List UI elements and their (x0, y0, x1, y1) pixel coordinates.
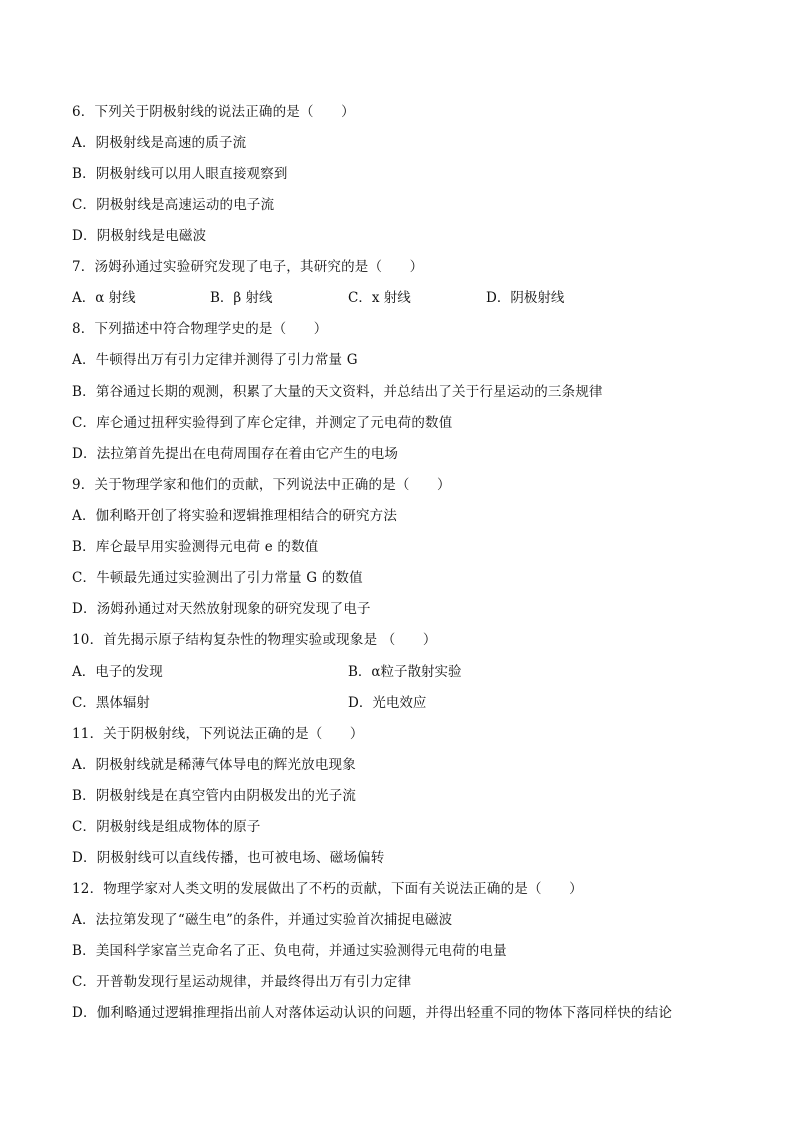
option-b: B．美国科学家富兰克命名了正、负电荷，并通过实验测得元电荷的电量 (72, 943, 507, 959)
question-stem: 9．关于物理学家和他们的贡献，下列说法中正确的是（ ） (72, 477, 451, 493)
question-stem: 7．汤姆孙通过实验研究发现了电子，其研究的是（ ） (72, 259, 424, 275)
question-stem: 12．物理学家对人类文明的发展做出了不朽的贡献，下面有关说法正确的是（ ） (72, 881, 583, 897)
option-b: B．阴极射线可以用人眼直接观察到 (72, 166, 288, 182)
options-row (72, 694, 632, 712)
option-c: C．阴极射线是组成物体的原子 (72, 819, 261, 835)
option-d: D．法拉第首先提出在电荷周围存在着由它产生的电场 (72, 446, 399, 462)
question-stem: 8．下列描述中符合物理学史的是（ ） (72, 321, 328, 337)
options-row (72, 663, 632, 681)
option-b: B．β 射线 (210, 290, 273, 306)
option-b: B．α粒子散射实验 (348, 664, 462, 680)
option-a: A．牛顿得出万有引力定律并测得了引力常量 G (72, 352, 358, 368)
question-stem: 6．下列关于阴极射线的说法正确的是（ ） (72, 104, 355, 120)
option-c: C．库仑通过扭秤实验得到了库仑定律，并测定了元电荷的数值 (72, 415, 453, 431)
option-a: A．阴极射线就是稀薄气体导电的辉光放电现象 (72, 757, 356, 773)
option-c: C．牛顿最先通过实验测出了引力常量 G 的数值 (72, 570, 363, 586)
option-a: A．α 射线 (72, 290, 136, 306)
option-b: B．第谷通过长期的观测，积累了大量的天文资料，并总结出了关于行星运动的三条规律 (72, 384, 603, 400)
option-a: A．伽利略开创了将实验和逻辑推理相结合的研究方法 (72, 508, 398, 524)
question-stem: 11．关于阴极射线，下列说法正确的是（ ） (72, 726, 364, 742)
option-a: A．电子的发现 (72, 664, 163, 680)
option-c: C．黑体辐射 (72, 695, 150, 711)
option-d: D．伽利略通过逻辑推理指出前人对落体运动认识的问题，并得出轻重不同的物体下落同样快的结论 (72, 1005, 673, 1021)
option-d: D．阴极射线是电磁波 (72, 228, 207, 244)
option-c: C．x 射线 (348, 290, 411, 306)
option-a: A．阴极射线是高速的质子流 (72, 135, 247, 151)
option-b: B．库仑最早用实验测得元电荷 e 的数值 (72, 539, 319, 555)
option-a: A．法拉第发现了“磁生电”的条件，并通过实验首次捕捉电磁波 (72, 912, 453, 928)
option-b: B．阴极射线是在真空管内由阴极发出的光子流 (72, 788, 357, 804)
question-stem: 10．首先揭示原子结构复杂性的物理实验或现象是 （ ） (72, 632, 437, 648)
options-row (72, 289, 632, 307)
option-c: C．开普勒发现行星运动规律，并最终得出万有引力定律 (72, 974, 412, 990)
option-d: D．阴极射线可以直线传播，也可被电场、磁场偏转 (72, 850, 385, 866)
option-d: D．阴极射线 (486, 290, 565, 306)
option-d: D．汤姆孙通过对天然放射现象的研究发现了电子 (72, 601, 371, 617)
option-d: D．光电效应 (348, 695, 427, 711)
option-c: C．阴极射线是高速运动的电子流 (72, 197, 275, 213)
